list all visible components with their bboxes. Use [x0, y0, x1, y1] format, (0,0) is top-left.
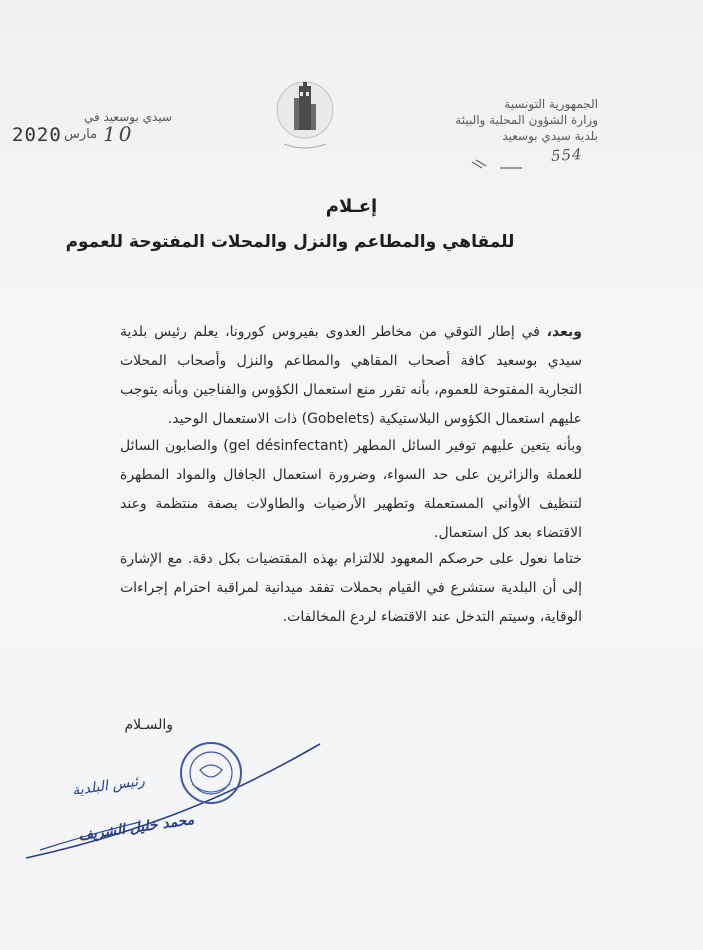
date-month: مارس: [64, 127, 98, 142]
reference-underline-icon: [470, 154, 580, 174]
paragraph-1-text: في إطار التوقي من مخاطر العدوى بفيروس كورونا، يعلم رئيس بلدية سيدي بوسعيد كافة أصحاب المقاهي والمطاعم والنزل وأصحاب المحلات التجارية المفتوحة للعموم، بأنه تقرر منع استعمال الكؤوس والفناجين وبأنه يتوجب عليهم استعمال الكؤوس البلاستيكية (Gobelets) ذات الاستعمال الوحيد.: [120, 324, 582, 427]
letterhead-municipality: بلدية سيدي بوسعيد: [502, 129, 598, 143]
reference-number: 554: [550, 144, 584, 166]
document-title: إعـلام: [325, 196, 378, 217]
signature-name: محمد خليل الشريف: [77, 811, 196, 845]
municipality-logo-icon: [270, 78, 340, 156]
date-day: 10: [103, 122, 135, 146]
signature-title: رئيس البلدية: [71, 773, 146, 799]
paragraph-2: وبأنه يتعين عليهم توفير السائل المطهر (gel désinfectant) والصابون السائل للعملة والزائرين على حد السواء، وضرورة استعمال الجافال والمواد المطهرة لتنظيف الأواني المستعملة وتطهير الأرضيات والطاولات بصفة منتظمة وعند الاقتضاء بعد كل استعمال.: [120, 438, 582, 541]
date-year: 2020: [12, 124, 62, 146]
paragraph-3: ختاما نعول على حرصكم المعهود للالتزام بهذه المقتضيات بكل دقة. مع الإشارة إلى أن البلدية ستشرع في القيام بحملات تفقد ميدانية لمراقبة احترام إجراءات الوقاية، وسيتم التدخل عند الاقتضاء لردع المخالفات.: [120, 551, 582, 625]
official-stamp-icon: [178, 740, 244, 806]
document-subtitle: للمقاهي والمطاعم والنزل والمحلات المفتوحة للعموم: [65, 232, 515, 252]
closing-salutation: والسـلام: [124, 717, 173, 733]
letterhead-republic: الجمهورية التونسية: [504, 97, 598, 111]
letterhead-ministry: وزارة الشؤون المحلية والبيئة: [455, 113, 598, 127]
date-line: [8, 108, 178, 148]
date-city: سيدي بوسعيد في: [83, 110, 172, 124]
paragraph-1: [120, 318, 582, 434]
letterhead: [398, 96, 598, 144]
paragraph-1-lead: وبعد،: [546, 324, 582, 340]
